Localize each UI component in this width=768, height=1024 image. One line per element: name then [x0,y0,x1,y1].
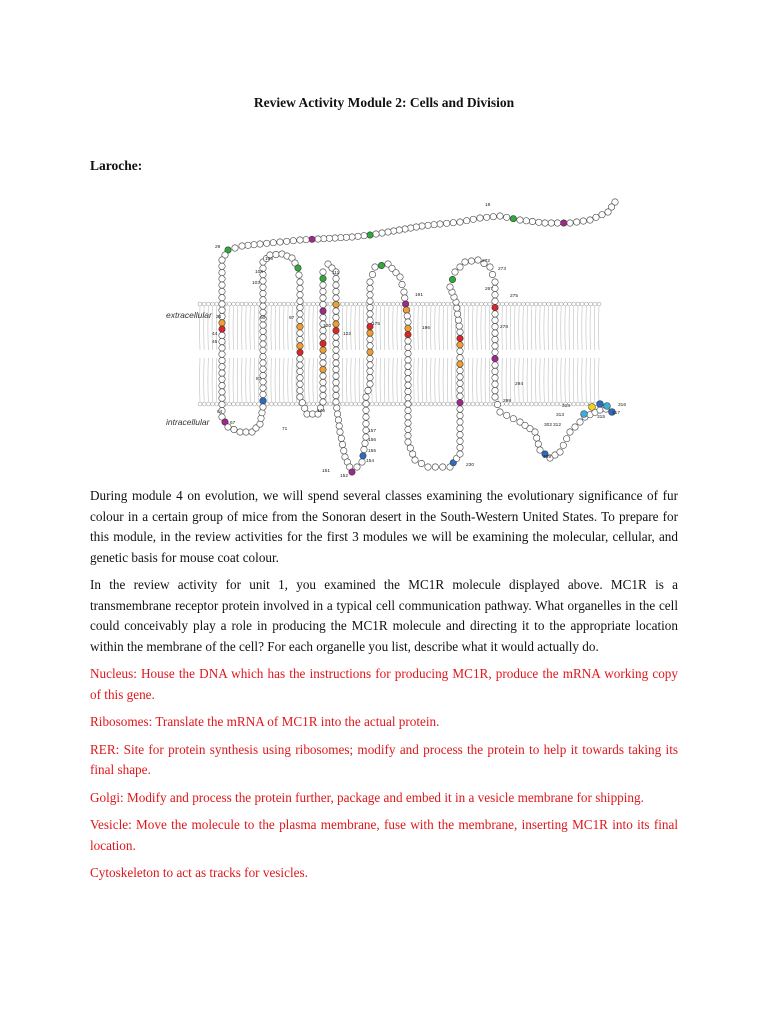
residue-label: 64 [217,410,223,415]
mc1r-snake-diagram [160,192,630,482]
residue-label: 103 [252,281,261,286]
residue-label: 294 [515,382,524,387]
lipid-bilayer [198,302,601,406]
residue-label: 111 [332,271,340,276]
residue-label: 191 [415,293,424,298]
residue-label: 155 [368,449,377,454]
residue-label: 313 [556,413,565,418]
document-body [90,486,678,891]
residue-label: 154 [366,459,375,464]
residue-label: 309 [543,455,552,460]
residue-label: 230 [466,463,475,468]
residue-label: 36 [216,315,222,320]
mc1r-diagram-svg [160,192,630,482]
extracellular-label: extracellular [166,310,212,320]
residue-label: 45 [212,340,218,345]
answer-golgi: Golgi: Modify and process the protein further, package and embed it in a vesicle membrane for shipping. [90,789,644,805]
residue-label: 122 [343,332,352,337]
residue-label: 314 [562,404,571,409]
residue-label: 302 [544,423,553,428]
answer-rer: RER: Site for protein synthesis using ribosomes; modify and process the protein to help it towards taking its final shape. [90,741,678,777]
residue-label: 275 [510,294,519,299]
residue-label: 156 [368,438,377,443]
residue-label: 278 [500,325,509,330]
residue-label: 272 [482,259,491,264]
residue-label: 120 [323,324,332,329]
residue-label: 157 [368,429,377,434]
intro-paragraph: During module 4 on evolution, we will spend several classes examining the evolutionary significance of fur colour in a certain group of mice from the Sonoran desert in the South-Western United States. To prepare for this module, in the review activities for the first 3 modules we will be examining the molecular, cellular, and genetic basis for mouse coat colour. [90,488,678,565]
residue-label: 315 [597,415,606,420]
residue-label: 316 [618,403,627,408]
residue-label: 97 [289,316,295,321]
residue-chain [219,199,621,475]
residue-label: 90 [260,316,266,321]
residue-label: 87 [256,377,262,382]
answer-ribosomes: Ribosomes: Translate the mRNA of MC1R into the actual protein. [90,714,440,729]
answer-nucleus: Nucleus: House the DNA which has the instructions for producing MC1R, produce the mRNA working copy of this gene. [90,666,678,702]
residue-label: 317 [612,411,621,416]
author-heading: Laroche: [90,158,143,173]
residue-label: 104 [255,270,264,275]
residue-label: 267 [485,287,494,292]
answer-cytoskeleton: Cytoskeleton to act as tracks for vesicles. [90,865,308,880]
residue-label: 106 [265,257,274,262]
document-title: Review Activity Module 2: Cells and Division [253,95,515,110]
residue-label: 145 [317,409,326,414]
residue-label: 71 [282,427,288,432]
residue-label: 312 [553,423,562,428]
question-paragraph: In the review activity for unit 1, you examined the MC1R molecule displayed above. MC1R is a transmembrane receptor protein involved in a typical cell communication pathway. What organelles in the cell could conceivably play a role in producing the MC1R molecule and directing it to the appropriate location within the membrane of the cell? For each organelle you list, describe what it would actually do. [90,577,678,654]
residue-label: 151 [322,469,331,474]
residue-label: 29 [215,245,221,250]
residue-label: 175 [372,322,381,327]
answer-vesicle: Vesicle: Move the molecule to the plasma membrane, fuse with the membrane, inserting MC1R into its final location. [90,817,678,853]
residue-label: 67 [230,421,236,426]
residue-label: 196 [422,326,431,331]
residue-label: 44 [212,332,218,337]
residue-label: 152 [340,474,349,479]
residue-label: 299 [503,399,512,404]
intracellular-label: intracellular [166,417,210,427]
residue-label: 18 [485,203,491,208]
residue-label: 273 [498,267,507,272]
